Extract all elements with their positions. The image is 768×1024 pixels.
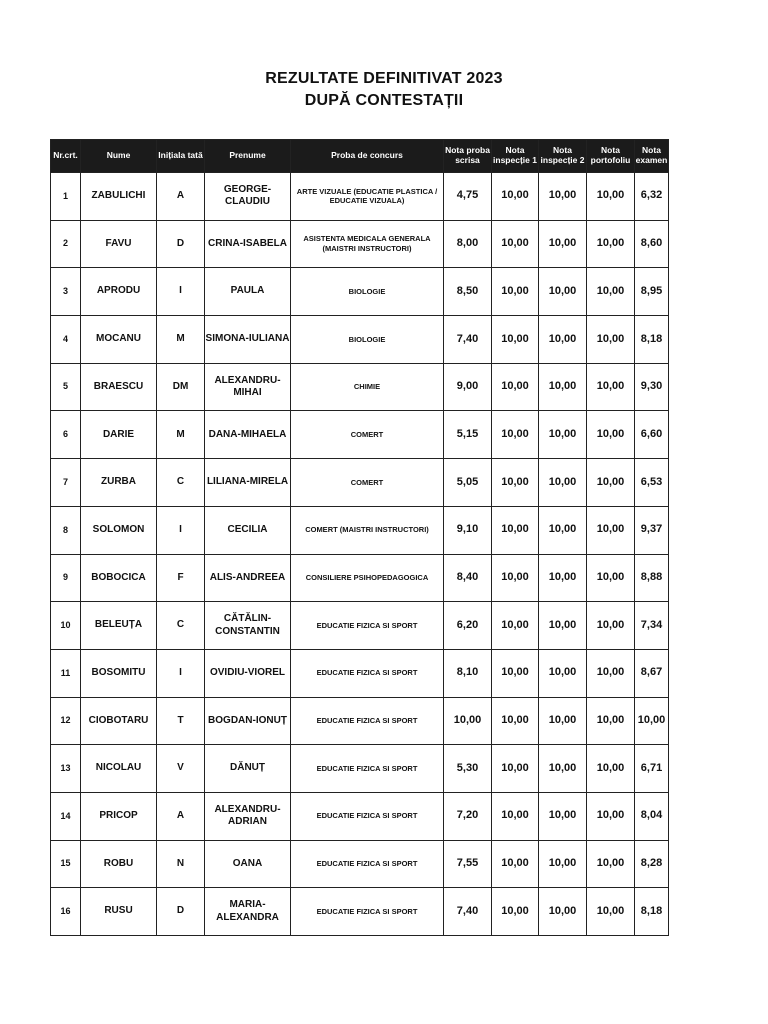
cell-inspectie2: 10,00	[539, 363, 587, 411]
cell-examen: 8,67	[635, 649, 669, 697]
cell-nr: 1	[51, 173, 81, 221]
cell-inspectie1: 10,00	[492, 316, 539, 364]
cell-nume: BRAESCU	[81, 363, 157, 411]
cell-examen: 8,95	[635, 268, 669, 316]
cell-inspectie2: 10,00	[539, 173, 587, 221]
table-row	[51, 506, 669, 554]
header-nr: Nr.crt.	[51, 140, 81, 173]
cell-prenume: DANA-MIHAELA	[205, 411, 291, 459]
cell-examen: 8,04	[635, 792, 669, 840]
cell-prenume: CRINA-ISABELA	[205, 220, 291, 268]
cell-prenume: ALEXANDRU-ADRIAN	[205, 792, 291, 840]
cell-inspectie2: 10,00	[539, 268, 587, 316]
cell-proba: EDUCATIE FIZICA SI SPORT	[291, 840, 444, 888]
table-row	[51, 411, 669, 459]
cell-inspectie2: 10,00	[539, 745, 587, 793]
table-row	[51, 173, 669, 221]
cell-nr: 15	[51, 840, 81, 888]
cell-inspectie2: 10,00	[539, 697, 587, 745]
cell-initiala: D	[157, 220, 205, 268]
cell-inspectie2: 10,00	[539, 554, 587, 602]
cell-inspectie1: 10,00	[492, 220, 539, 268]
cell-examen: 8,28	[635, 840, 669, 888]
cell-nr: 14	[51, 792, 81, 840]
cell-nr: 8	[51, 506, 81, 554]
cell-initiala: DM	[157, 363, 205, 411]
cell-nr: 4	[51, 316, 81, 364]
cell-nr: 6	[51, 411, 81, 459]
cell-portofoliu: 10,00	[587, 459, 635, 507]
cell-prenume: MARIA-ALEXANDRA	[205, 888, 291, 936]
cell-examen: 8,18	[635, 888, 669, 936]
cell-initiala: I	[157, 506, 205, 554]
cell-initiala: D	[157, 888, 205, 936]
cell-inspectie1: 10,00	[492, 268, 539, 316]
table-row	[51, 792, 669, 840]
cell-nume: ZABULICHI	[81, 173, 157, 221]
cell-proba: BIOLOGIE	[291, 316, 444, 364]
cell-inspectie1: 10,00	[492, 173, 539, 221]
cell-nume: ZURBA	[81, 459, 157, 507]
cell-nota-scrisa: 8,50	[444, 268, 492, 316]
cell-portofoliu: 10,00	[587, 554, 635, 602]
cell-inspectie1: 10,00	[492, 363, 539, 411]
cell-inspectie1: 10,00	[492, 459, 539, 507]
cell-proba: EDUCATIE FIZICA SI SPORT	[291, 602, 444, 650]
cell-prenume: BOGDAN-IONUȚ	[205, 697, 291, 745]
cell-nume: CIOBOTARU	[81, 697, 157, 745]
cell-nume: FAVU	[81, 220, 157, 268]
cell-proba: CHIMIE	[291, 363, 444, 411]
table-row	[51, 220, 669, 268]
cell-nota-scrisa: 6,20	[444, 602, 492, 650]
cell-inspectie1: 10,00	[492, 745, 539, 793]
cell-proba: EDUCATIE FIZICA SI SPORT	[291, 649, 444, 697]
table-header-row	[51, 140, 669, 173]
cell-initiala: I	[157, 268, 205, 316]
cell-nume: ROBU	[81, 840, 157, 888]
cell-prenume: OVIDIU-VIOREL	[205, 649, 291, 697]
table-row	[51, 602, 669, 650]
cell-initiala: A	[157, 173, 205, 221]
cell-portofoliu: 10,00	[587, 792, 635, 840]
cell-inspectie1: 10,00	[492, 792, 539, 840]
cell-inspectie2: 10,00	[539, 792, 587, 840]
table-row	[51, 745, 669, 793]
cell-portofoliu: 10,00	[587, 173, 635, 221]
cell-portofoliu: 10,00	[587, 363, 635, 411]
cell-prenume: OANA	[205, 840, 291, 888]
cell-nr: 3	[51, 268, 81, 316]
table-row	[51, 316, 669, 364]
header-inspectie1: Nota inspecție 1	[492, 140, 539, 173]
cell-proba: COMERT	[291, 459, 444, 507]
cell-inspectie2: 10,00	[539, 602, 587, 650]
cell-nr: 10	[51, 602, 81, 650]
results-table	[50, 139, 669, 936]
cell-nota-scrisa: 7,40	[444, 888, 492, 936]
cell-inspectie1: 10,00	[492, 554, 539, 602]
cell-initiala: T	[157, 697, 205, 745]
cell-inspectie1: 10,00	[492, 602, 539, 650]
cell-nota-scrisa: 8,00	[444, 220, 492, 268]
cell-nr: 12	[51, 697, 81, 745]
cell-prenume: GEORGE-CLAUDIU	[205, 173, 291, 221]
cell-proba: CONSILIERE PSIHOPEDAGOGICA	[291, 554, 444, 602]
cell-initiala: M	[157, 411, 205, 459]
table-row	[51, 840, 669, 888]
table-row	[51, 363, 669, 411]
cell-inspectie2: 10,00	[539, 506, 587, 554]
cell-examen: 8,18	[635, 316, 669, 364]
header-portofoliu: Nota portofoliu	[587, 140, 635, 173]
cell-nume: MOCANU	[81, 316, 157, 364]
cell-inspectie1: 10,00	[492, 649, 539, 697]
cell-nume: BELEUȚA	[81, 602, 157, 650]
cell-nota-scrisa: 4,75	[444, 173, 492, 221]
cell-nota-scrisa: 7,40	[444, 316, 492, 364]
cell-proba: EDUCATIE FIZICA SI SPORT	[291, 697, 444, 745]
cell-nota-scrisa: 8,10	[444, 649, 492, 697]
header-nota-scrisa: Nota proba scrisa	[444, 140, 492, 173]
cell-inspectie2: 10,00	[539, 459, 587, 507]
cell-portofoliu: 10,00	[587, 506, 635, 554]
cell-inspectie1: 10,00	[492, 697, 539, 745]
cell-inspectie2: 10,00	[539, 840, 587, 888]
table-row	[51, 554, 669, 602]
cell-prenume: SIMONA-IULIANA	[205, 316, 291, 364]
cell-initiala: N	[157, 840, 205, 888]
cell-inspectie1: 10,00	[492, 411, 539, 459]
cell-initiala: C	[157, 602, 205, 650]
cell-examen: 6,71	[635, 745, 669, 793]
cell-examen: 9,30	[635, 363, 669, 411]
cell-initiala: I	[157, 649, 205, 697]
table-row	[51, 268, 669, 316]
header-nume: Nume	[81, 140, 157, 173]
cell-examen: 6,53	[635, 459, 669, 507]
cell-proba: ASISTENTA MEDICALA GENERALA (MAISTRI INSTRUCTORI)	[291, 220, 444, 268]
table-row	[51, 697, 669, 745]
cell-nota-scrisa: 5,05	[444, 459, 492, 507]
cell-inspectie1: 10,00	[492, 888, 539, 936]
cell-inspectie2: 10,00	[539, 316, 587, 364]
cell-initiala: V	[157, 745, 205, 793]
header-proba: Proba de concurs	[291, 140, 444, 173]
cell-inspectie2: 10,00	[539, 649, 587, 697]
header-inspectie2: Nota inspecție 2	[539, 140, 587, 173]
cell-prenume: ALEXANDRU-MIHAI	[205, 363, 291, 411]
table-row	[51, 888, 669, 936]
cell-examen: 9,37	[635, 506, 669, 554]
cell-nume: DARIE	[81, 411, 157, 459]
cell-proba: EDUCATIE FIZICA SI SPORT	[291, 792, 444, 840]
cell-proba: ARTE VIZUALE (EDUCATIE PLASTICA / EDUCATIE VIZUALA)	[291, 173, 444, 221]
cell-initiala: A	[157, 792, 205, 840]
cell-prenume: PAULA	[205, 268, 291, 316]
cell-portofoliu: 10,00	[587, 745, 635, 793]
cell-portofoliu: 10,00	[587, 268, 635, 316]
header-examen: Nota examen	[635, 140, 669, 173]
cell-proba: EDUCATIE FIZICA SI SPORT	[291, 745, 444, 793]
cell-nr: 7	[51, 459, 81, 507]
cell-nota-scrisa: 7,55	[444, 840, 492, 888]
table-row	[51, 459, 669, 507]
cell-proba: EDUCATIE FIZICA SI SPORT	[291, 888, 444, 936]
table-row	[51, 649, 669, 697]
cell-portofoliu: 10,00	[587, 220, 635, 268]
cell-initiala: F	[157, 554, 205, 602]
cell-portofoliu: 10,00	[587, 649, 635, 697]
cell-portofoliu: 10,00	[587, 888, 635, 936]
cell-examen: 8,60	[635, 220, 669, 268]
cell-nume: RUSU	[81, 888, 157, 936]
cell-nr: 9	[51, 554, 81, 602]
cell-portofoliu: 10,00	[587, 602, 635, 650]
cell-nota-scrisa: 5,30	[444, 745, 492, 793]
cell-inspectie2: 10,00	[539, 888, 587, 936]
cell-nume: PRICOP	[81, 792, 157, 840]
cell-nr: 13	[51, 745, 81, 793]
cell-nota-scrisa: 7,20	[444, 792, 492, 840]
cell-nota-scrisa: 8,40	[444, 554, 492, 602]
header-initiala: Inițiala tată	[157, 140, 205, 173]
cell-prenume: ALIS-ANDREEA	[205, 554, 291, 602]
cell-examen: 6,60	[635, 411, 669, 459]
cell-inspectie2: 10,00	[539, 220, 587, 268]
cell-nume: SOLOMON	[81, 506, 157, 554]
cell-nr: 2	[51, 220, 81, 268]
cell-nume: NICOLAU	[81, 745, 157, 793]
cell-inspectie1: 10,00	[492, 506, 539, 554]
cell-examen: 8,88	[635, 554, 669, 602]
cell-nota-scrisa: 10,00	[444, 697, 492, 745]
cell-portofoliu: 10,00	[587, 411, 635, 459]
cell-inspectie2: 10,00	[539, 411, 587, 459]
document-title: REZULTATE DEFINITIVAT 2023	[265, 70, 503, 87]
cell-nr: 11	[51, 649, 81, 697]
cell-examen: 6,32	[635, 173, 669, 221]
cell-prenume: CĂTĂLIN-CONSTANTIN	[205, 602, 291, 650]
cell-prenume: LILIANA-MIRELA	[205, 459, 291, 507]
cell-proba: COMERT (MAISTRI INSTRUCTORI)	[291, 506, 444, 554]
document-subtitle: DUPĂ CONTESTAȚII	[304, 92, 464, 109]
cell-inspectie1: 10,00	[492, 840, 539, 888]
cell-proba: COMERT	[291, 411, 444, 459]
cell-proba: BIOLOGIE	[291, 268, 444, 316]
cell-initiala: M	[157, 316, 205, 364]
cell-nota-scrisa: 5,15	[444, 411, 492, 459]
cell-prenume: CECILIA	[205, 506, 291, 554]
cell-prenume: DĂNUȚ	[205, 745, 291, 793]
cell-portofoliu: 10,00	[587, 697, 635, 745]
cell-examen: 7,34	[635, 602, 669, 650]
cell-nume: BOBOCICA	[81, 554, 157, 602]
cell-portofoliu: 10,00	[587, 316, 635, 364]
cell-nota-scrisa: 9,00	[444, 363, 492, 411]
cell-portofoliu: 10,00	[587, 840, 635, 888]
cell-nr: 5	[51, 363, 81, 411]
cell-nume: APRODU	[81, 268, 157, 316]
cell-nr: 16	[51, 888, 81, 936]
header-prenume: Prenume	[205, 140, 291, 173]
cell-nume: BOSOMITU	[81, 649, 157, 697]
cell-examen: 10,00	[635, 697, 669, 745]
cell-nota-scrisa: 9,10	[444, 506, 492, 554]
cell-initiala: C	[157, 459, 205, 507]
